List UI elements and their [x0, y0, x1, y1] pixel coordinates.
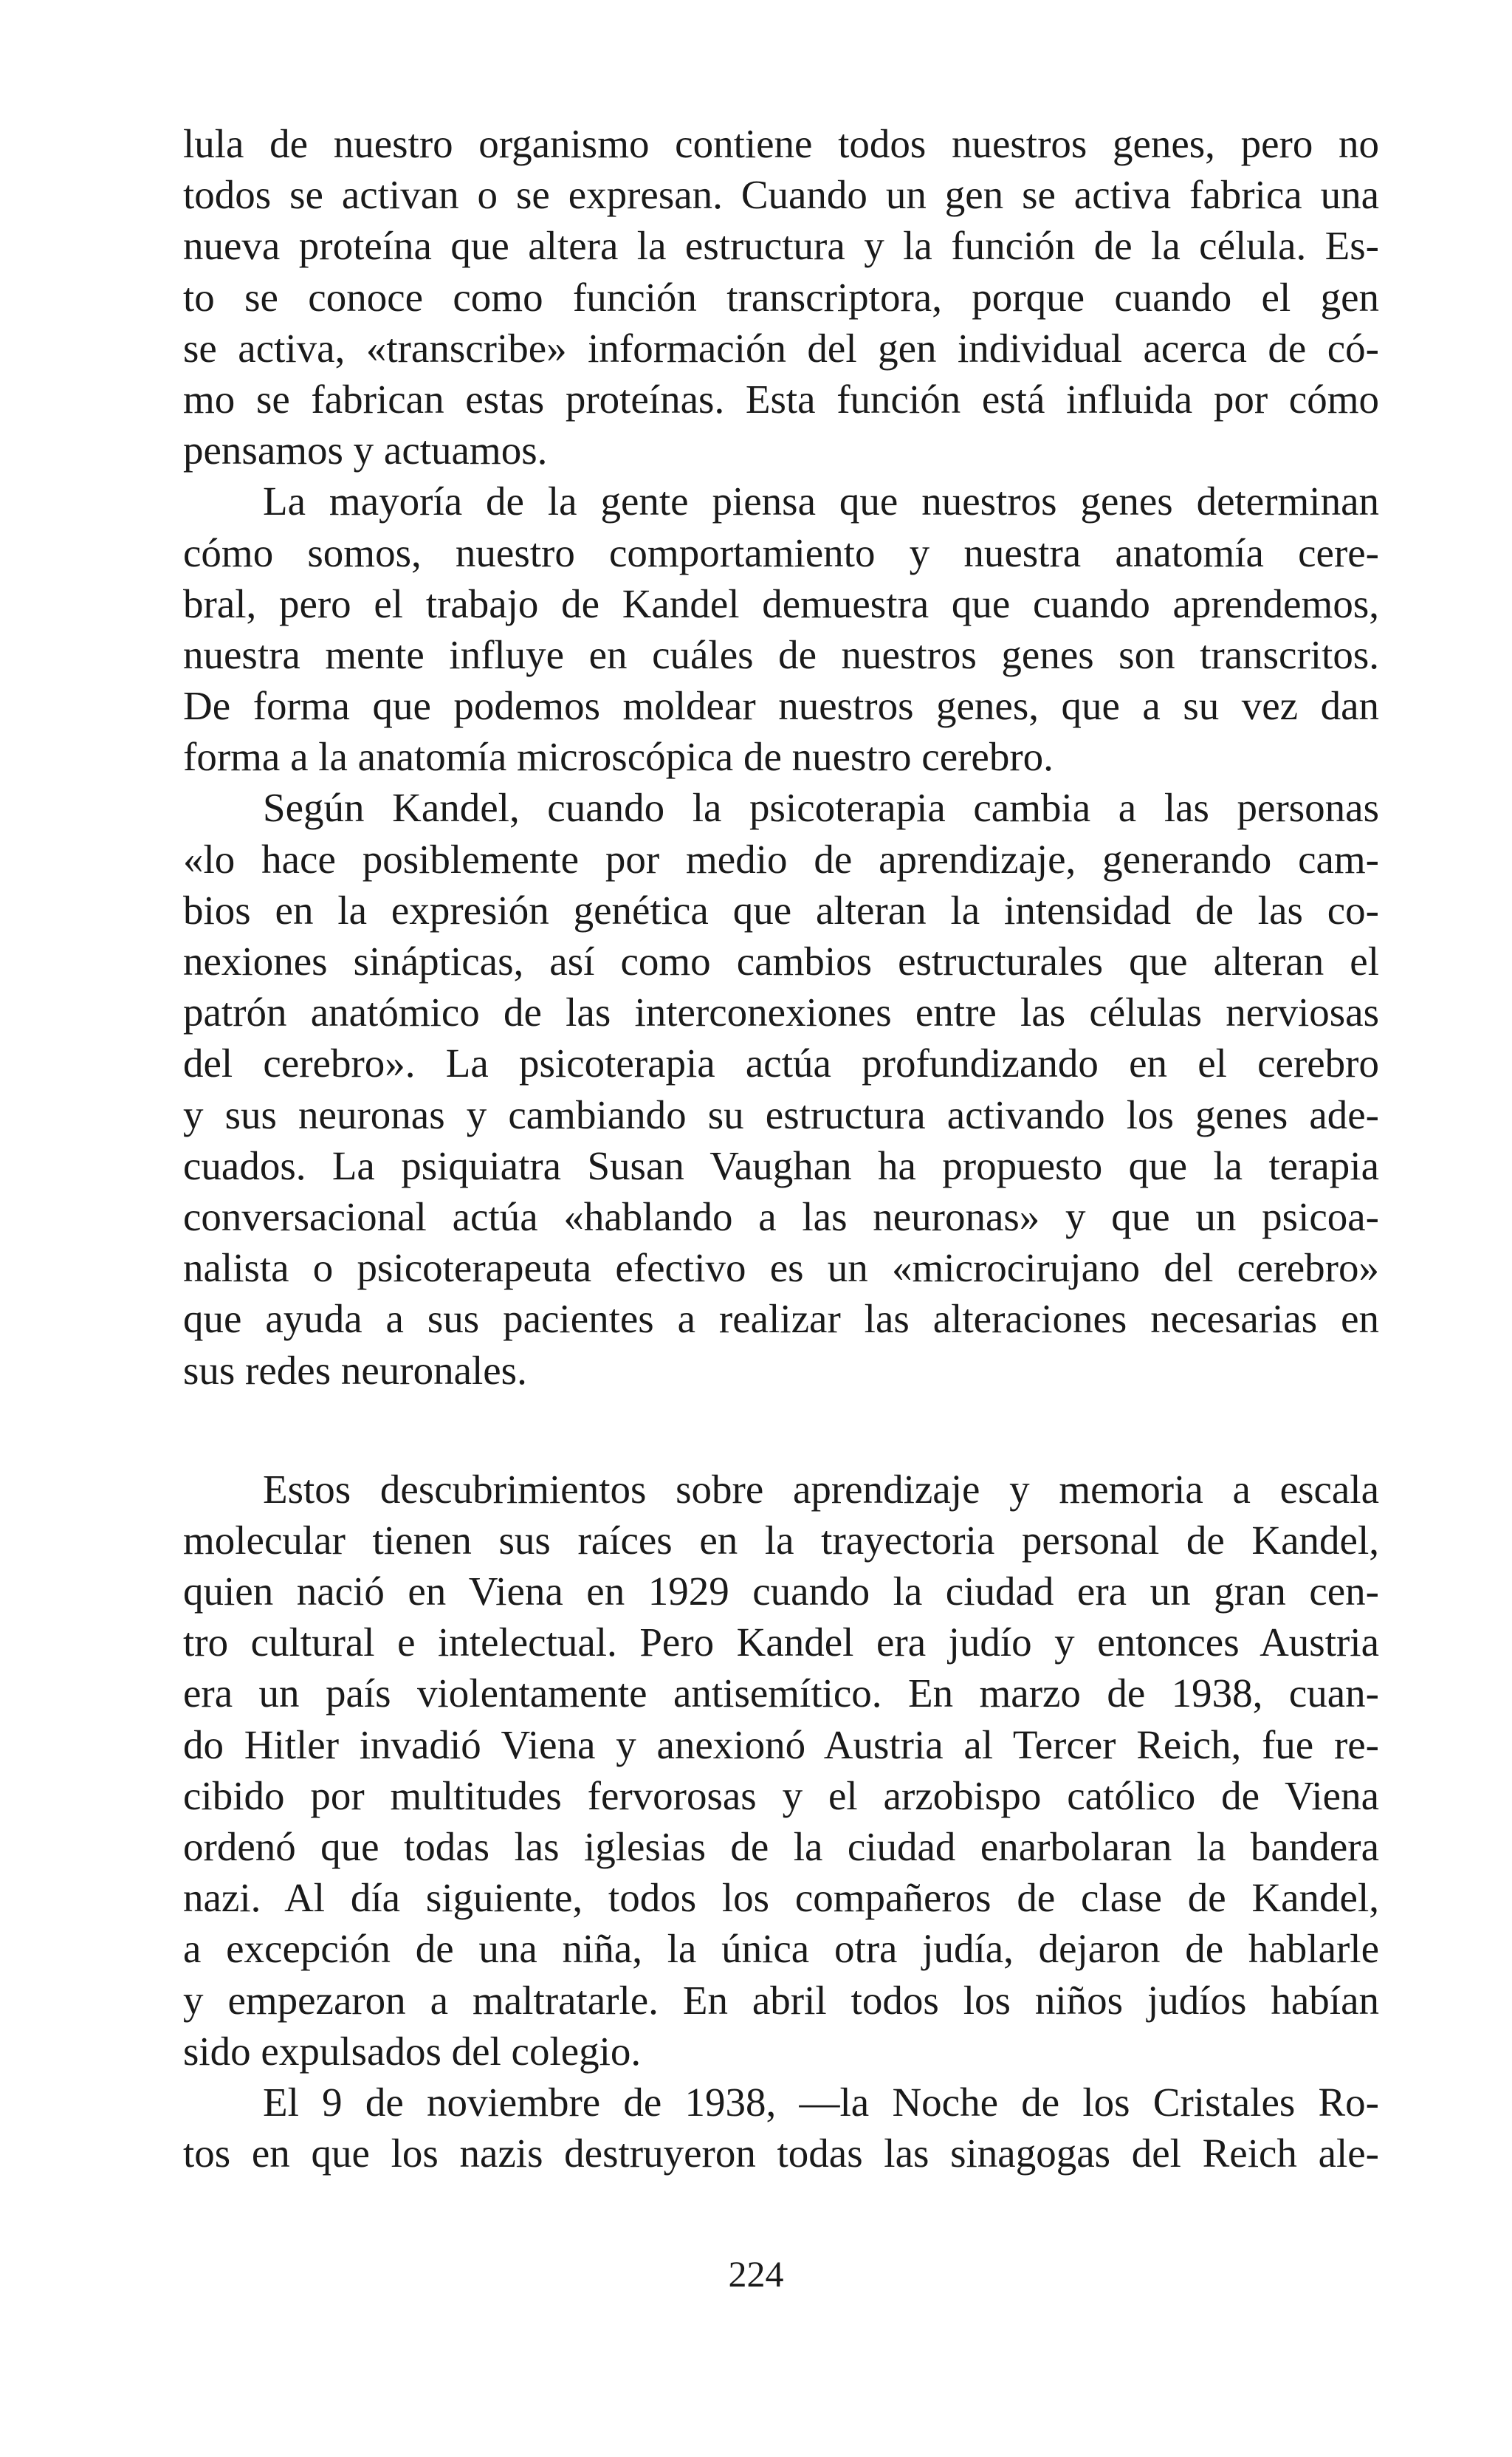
text-line: patrón anatómico de las interconexiones entre las células nerviosas — [183, 990, 1379, 1035]
text-line: sido expulsados del colegio. — [183, 2028, 642, 2074]
text-line: del cerebro». La psicoterapia actúa profundizando en el cerebro — [183, 1041, 1379, 1086]
text-line: lula de nuestro organismo contiene todos nuestros genes, pero no — [183, 121, 1379, 166]
text-line: conversacional actúa «hablando a las neuronas» y que un psicoa- — [183, 1193, 1379, 1239]
text-line: nalista o psicoterapeuta efectivo es un «microcirujano del cerebro» — [183, 1245, 1379, 1291]
text-line: cibido por multitudes fervorosas y el arzobispo católico de Viena — [183, 1772, 1379, 1818]
text-line: nuestra mente influye en cuáles de nuestros genes son transcritos. — [183, 631, 1379, 677]
text-line: quien nació en Viena en 1929 cuando la ciudad era un gran cen- — [183, 1569, 1379, 1614]
paragraph — [183, 2077, 1379, 2179]
text-line: De forma que podemos moldear nuestros genes, que a su vez dan — [183, 683, 1379, 729]
text-line: cómo somos, nuestro comportamiento y nuestra anatomía cere- — [183, 530, 1379, 575]
text-line: bral, pero el trabajo de Kandel demuestra que cuando aprendemos, — [183, 580, 1379, 626]
paragraph — [183, 476, 1379, 782]
text-line: «lo hace posiblemente por medio de aprendizaje, generando cam- — [183, 836, 1379, 882]
body-text — [183, 118, 1379, 2179]
paragraph — [183, 782, 1379, 1395]
text-line: se activa, «transcribe» información del gen individual acerca de có- — [183, 325, 1379, 371]
text-line: Estos descubrimientos sobre aprendizaje y memoria a escala — [263, 1466, 1379, 1512]
text-line: El 9 de noviembre de 1938, —la Noche de los Cristales Ro- — [263, 2079, 1379, 2125]
text-line: ordenó que todas las iglesias de la ciudad enarbolaran la bandera — [183, 1824, 1379, 1869]
text-line: mo se fabrican estas proteínas. Esta función está influida por cómo — [183, 376, 1379, 422]
text-line: tos en que los nazis destruyeron todas las sinagogas del Reich ale- — [183, 2131, 1379, 2176]
paragraph — [183, 118, 1379, 476]
text-line: y sus neuronas y cambiando su estructura activando los genes ade- — [183, 1092, 1379, 1137]
text-line: cuados. La psiquiatra Susan Vaughan ha propuesto que la terapia — [183, 1142, 1379, 1188]
text-line: era un país violentamente antisemítico. En marzo de 1938, cuan- — [183, 1670, 1379, 1716]
text-line: do Hitler invadió Viena y anexionó Austria al Tercer Reich, fue re- — [183, 1721, 1379, 1767]
page-number: 224 — [728, 2253, 784, 2295]
text-line: todos se activan o se expresan. Cuando un gen se activa fabrica una — [183, 172, 1379, 218]
text-line: to se conoce como función transcriptora, porque cuando el gen — [183, 274, 1379, 320]
text-line: nueva proteína que altera la estructura y la función de la célula. Es- — [183, 223, 1379, 269]
text-line: nexiones sinápticas, así como cambios estructurales que alteran el — [183, 939, 1379, 984]
section-break — [183, 1396, 1379, 1464]
text-line: bios en la expresión genética que alteran la intensidad de las co- — [183, 887, 1379, 933]
text-line: La mayoría de la gente piensa que nuestros genes determinan — [263, 479, 1379, 524]
text-line: sus redes neuronales. — [183, 1347, 527, 1393]
text-line: molecular tienen sus raíces en la trayectoria personal de Kandel, — [183, 1517, 1379, 1563]
text-line: que ayuda a sus pacientes a realizar las alteraciones necesarias en — [183, 1296, 1379, 1342]
text-line: Según Kandel, cuando la psicoterapia cambia a las personas — [263, 785, 1379, 831]
text-line: a excepción de una niña, la única otra judía, dejaron de hablarle — [183, 1926, 1379, 1972]
text-line: nazi. Al día siguiente, todos los compañeros de clase de Kandel, — [183, 1875, 1379, 1921]
text-line: y empezaron a maltratarle. En abril todos los niños judíos habían — [183, 1977, 1379, 2023]
text-line: pensamos y actuamos. — [183, 428, 548, 473]
paragraph — [183, 1464, 1379, 2077]
text-line: forma a la anatomía microscópica de nuestro cerebro. — [183, 734, 1054, 780]
text-line: tro cultural e intelectual. Pero Kandel era judío y entonces Austria — [183, 1620, 1379, 1665]
